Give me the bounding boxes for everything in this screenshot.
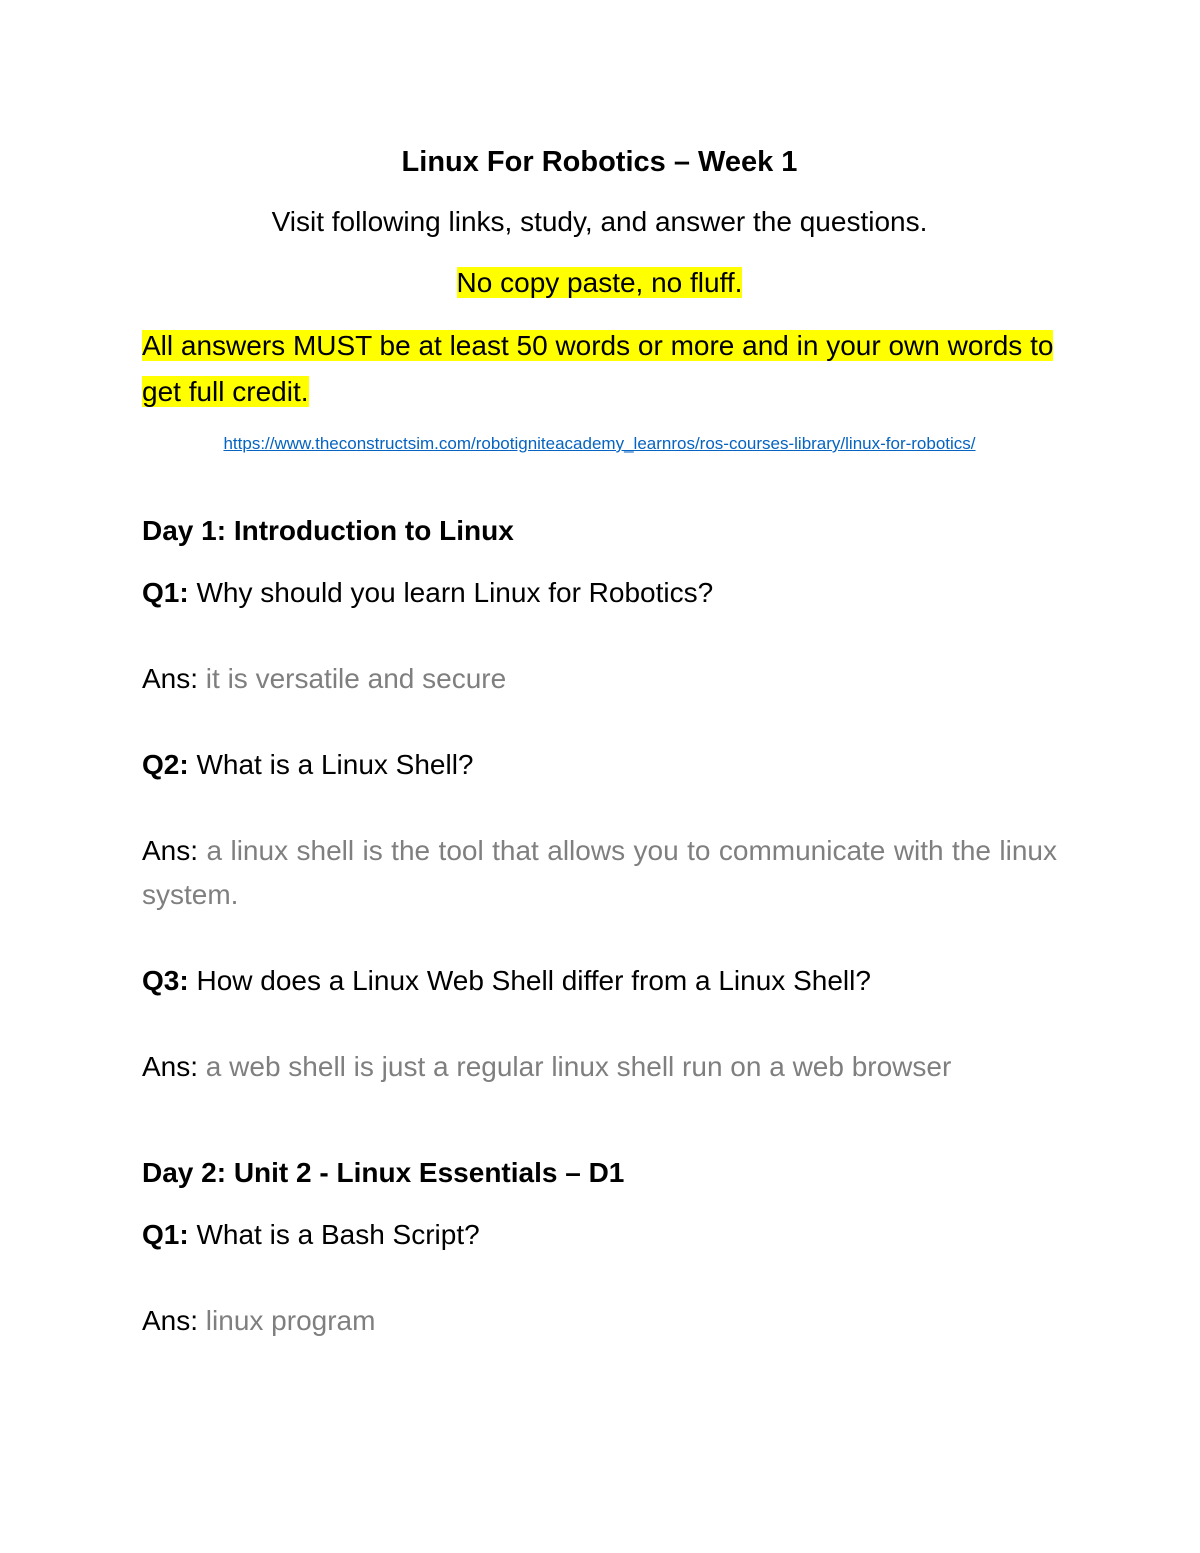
question-text: How does a Linux Web Shell differ from a Linux Shell? (188, 965, 871, 996)
day2-question-1 (142, 1213, 1057, 1257)
answer-text: linux program (198, 1305, 376, 1336)
question-text: What is a Linux Shell? (188, 749, 474, 780)
day1-answer-3 (142, 1045, 1057, 1089)
warning-short-line (142, 261, 1057, 305)
day1-question-1 (142, 571, 1057, 615)
question-label: Q2: (142, 749, 189, 780)
course-link[interactable]: https://www.theconstructsim.com/robotigniteacademy_learnros/ros-courses-library/linux-for-robotics/ (223, 434, 976, 453)
document-title: Linux For Robotics – Week 1 (401, 146, 798, 178)
question-label: Q3: (142, 965, 189, 996)
question-text: What is a Bash Script? (188, 1219, 480, 1250)
warning-long-line (142, 323, 1057, 415)
warning-long: All answers MUST be at least 50 words or more and in your own words to get full credit. (142, 330, 1054, 407)
answer-label: Ans: (142, 1305, 199, 1336)
answer-label: Ans: (142, 1051, 199, 1082)
question-label: Q1: (142, 577, 189, 608)
day1-answer-1 (142, 657, 1057, 701)
answer-label: Ans: (142, 835, 199, 866)
answer-text: a linux shell is the tool that allows you to communicate with the linux system. (142, 835, 1057, 910)
day1-answer-2 (142, 829, 1057, 917)
answer-text: a web shell is just a regular linux shell run on a web browser (198, 1051, 952, 1082)
document-subtitle: Visit following links, study, and answer the questions. (271, 206, 928, 237)
day1-heading: Day 1: Introduction to Linux (142, 515, 514, 546)
warning-short: No copy paste, no fluff. (456, 267, 743, 298)
document-body (142, 140, 1057, 1385)
day1-question-3 (142, 959, 1057, 1003)
question-text: Why should you learn Linux for Robotics? (188, 577, 714, 608)
question-label: Q1: (142, 1219, 189, 1250)
answer-label: Ans: (142, 663, 199, 694)
day1-question-2 (142, 743, 1057, 787)
day2-answer-1 (142, 1299, 1057, 1343)
day2-heading: Day 2: Unit 2 - Linux Essentials – D1 (142, 1157, 625, 1188)
answer-text: it is versatile and secure (198, 663, 507, 694)
